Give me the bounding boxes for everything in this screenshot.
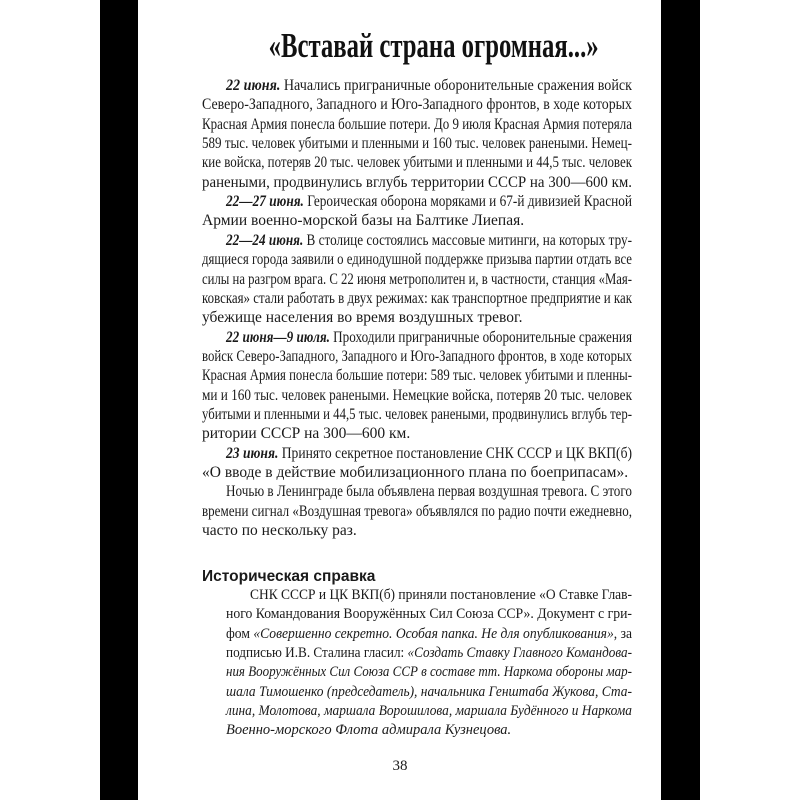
paragraph-line	[202, 463, 628, 482]
line-text: Проходили приграничные оборонительные сражения	[329, 328, 632, 346]
line-text: Северо-Западного, Западного и Юго-Западного фронтов, в ходе которых	[202, 96, 632, 114]
line-text: дящиеся города заявили о единодушной поддержке призыва партии отдать все	[202, 251, 632, 269]
paragraph-line	[202, 153, 717, 172]
line-text: ритории СССР на 300—600 км.	[202, 425, 411, 443]
history-line	[226, 702, 666, 721]
left-black-border	[100, 0, 138, 800]
paragraph-line	[202, 308, 522, 327]
paragraph-first-line	[226, 231, 703, 250]
history-line	[226, 644, 672, 663]
paragraph-line	[202, 173, 649, 192]
quote-text: «Создать Ставку Главного Командова-	[407, 644, 632, 661]
line-text: подписью И.В. Сталина гласил:	[226, 644, 408, 661]
paragraph-line	[202, 347, 722, 366]
paragraph-line	[202, 115, 716, 134]
paragraph-line	[202, 289, 718, 308]
line-text: 589 тыс. человек убитыми и пленными и 160 тыс. человек ранеными. Немец-	[202, 135, 632, 153]
history-line	[226, 721, 511, 740]
line-text: ранеными, продвинулись вглубь территории СССР на 300—600 км.	[202, 173, 632, 191]
line-text: убитыми и пленными и 44,5 тыс. человек ранеными, продвинулись вглубь тер-	[202, 405, 632, 423]
line-text: ного Командования Вооружённых Сил Союза ССР». Документ с гри-	[226, 606, 632, 623]
date-lead: 22 июня.	[226, 77, 281, 94]
page-title	[200, 24, 600, 68]
history-line	[226, 683, 664, 702]
history-line	[226, 625, 659, 644]
paragraph-first-line	[226, 328, 704, 347]
line-text: силы на разгром врага. С 22 июня метрополитен и, в частности, станция «Мая-	[202, 270, 632, 288]
quote-text: лина, Молотова, маршала Ворошилова, маршала Будённого и Наркома	[226, 702, 632, 719]
line-text: времени сигнал «Воздушная тревога» объявлялся по радио почти ежедневно,	[202, 502, 632, 520]
history-line	[250, 586, 661, 605]
page-number: 38	[392, 758, 408, 774]
paragraph-line	[202, 134, 713, 153]
line-text: , за	[613, 625, 632, 642]
line-text: «О вводе в действие мобилизационного плана по боеприпасам».	[202, 464, 629, 481]
line-text: Начались приграничные оборонительные сражения войск	[280, 77, 632, 94]
paragraph-first-line	[226, 76, 673, 95]
history-line	[226, 663, 679, 682]
line-text: Красная Армия понесла большие потери: 589 тыс. человек убитыми и пленны-	[202, 367, 632, 385]
paragraph-line	[202, 502, 714, 521]
paragraph-first-line	[226, 192, 699, 211]
paragraph-first-line	[226, 482, 705, 501]
date-lead: 22—24 июня.	[226, 231, 304, 249]
history-line	[226, 605, 655, 624]
history-heading: Историческая справка	[202, 568, 376, 585]
line-text: убежище населения во время воздушных тревог.	[202, 309, 523, 327]
line-text: войск Северо-Западного, Западного и Юго-Западного фронтов, в ходе которых	[202, 347, 632, 365]
line-text: СНК СССР и ЦК ВКП(б) приняли постановление «О Ставке Глав-	[250, 587, 632, 603]
paragraph-line	[202, 211, 524, 230]
page-title-text: «Вставай страна огромная...»	[268, 26, 599, 65]
line-text: Армии военно-морской базы на Балтике Лиепая.	[202, 212, 525, 230]
line-text: часто по нескольку раз.	[202, 522, 357, 540]
line-text: Ночью в Ленинграде была объявлена первая воздушная тревога. С этого	[226, 483, 632, 501]
line-text: кие войска, потеряв 20 тыс. человек убитыми и пленными и 44,5 тыс. человек	[202, 154, 632, 172]
line-text: фом	[226, 625, 254, 642]
quote-text: шала Тимошенко (председатель), начальника Генштаба Жукова, Ста-	[226, 683, 632, 700]
paragraph-line	[202, 386, 705, 405]
line-text: ковская» стали работать в двух режимах: как транспортное предприятие и как	[202, 289, 632, 307]
line-text: В столице состоялись массовые митинги, на которых тру-	[303, 231, 632, 249]
line-text: Принято секретное постановление СНК СССР и ЦК ВКП(б)	[278, 444, 632, 462]
paragraph-line	[202, 424, 410, 443]
quote-text: Военно-морского Флота адмирала Кузнецова.	[226, 722, 512, 739]
quote-text: «Совершенно секретно. Особая папка. Не для опубликования»	[253, 625, 614, 642]
quote-text: ния Вооружённых Сил Союза ССР в составе тт. Наркома обороны мар-	[226, 664, 632, 681]
line-text: Героическая оборона моряками и 67-й дивизией Красной	[303, 193, 632, 211]
paragraph-line	[202, 270, 726, 289]
date-lead: 22 июня—9 июля.	[226, 328, 330, 346]
paragraph-line	[202, 521, 357, 540]
paragraph-line	[202, 405, 724, 424]
paragraph-line	[202, 95, 681, 114]
paragraph-first-line	[226, 444, 690, 463]
date-lead: 23 июня.	[226, 444, 279, 462]
paragraph-line	[202, 366, 725, 385]
date-lead: 22—27 июня.	[226, 193, 304, 211]
paragraph-line	[202, 250, 722, 269]
line-text: Красная Армия понесла большие потери. До 9 июля Красная Армия потеряла	[202, 115, 632, 133]
line-text: ми и 160 тыс. человек ранеными. Немецкие войска, потеряв 20 тыс. человек	[202, 386, 632, 404]
